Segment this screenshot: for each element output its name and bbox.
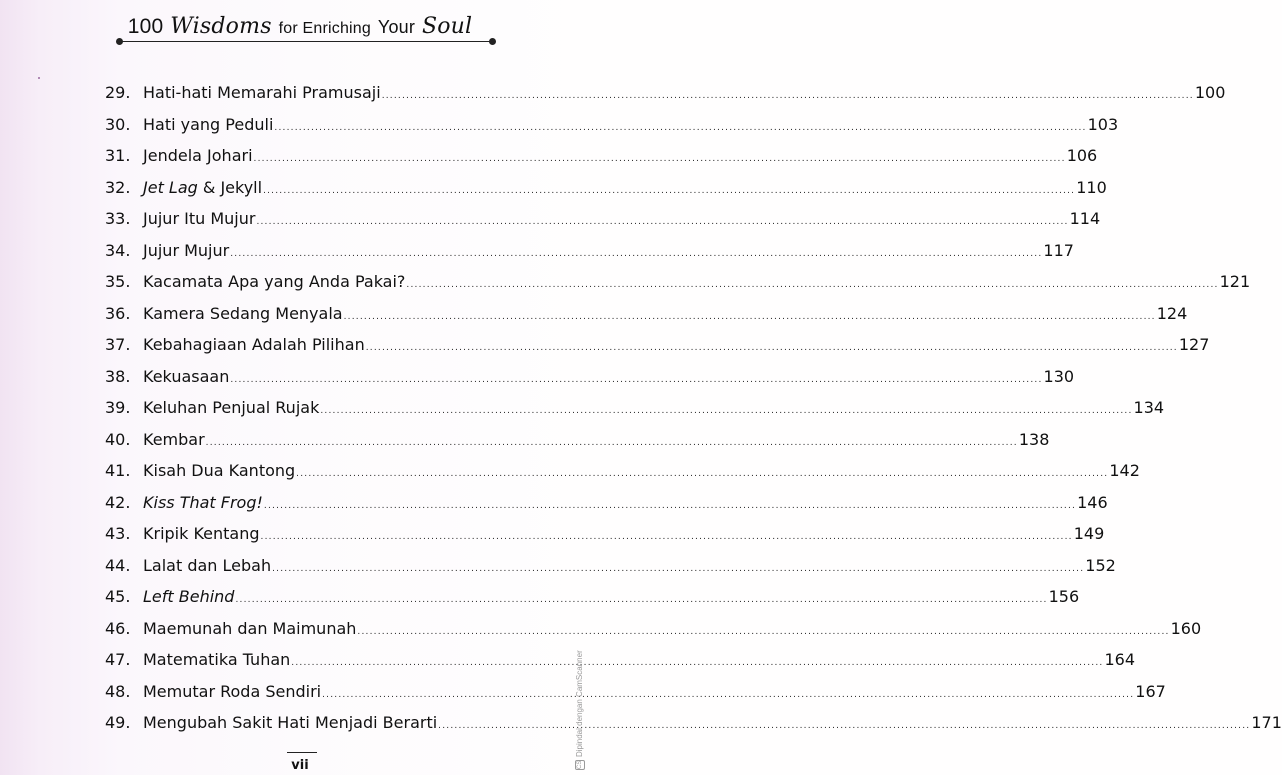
toc-entry-page: 114 bbox=[1069, 209, 1101, 228]
toc-entry-page: 171 bbox=[1251, 713, 1282, 732]
title-word-your: Your bbox=[377, 17, 416, 37]
toc-entry-title bbox=[143, 367, 229, 386]
toc-entry bbox=[105, 681, 1166, 714]
toc-entry-title-part: Jujur Mujur bbox=[143, 240, 230, 260]
toc-entry-title bbox=[143, 587, 234, 606]
dot-leader: ........................................................................................................................................................................................................ bbox=[235, 595, 1048, 605]
dot-leader: ........................................................................................................................................................................................................ bbox=[357, 626, 1170, 637]
toc-entry-title-part: Keluhan Penjual Rujak bbox=[143, 398, 320, 417]
dot-leader: ........................................................................................................................................................................................................ bbox=[320, 406, 1133, 416]
header-rule bbox=[120, 41, 493, 42]
toc-entry-title-part: Maemunah dan Maimunah bbox=[143, 618, 357, 638]
toc-entry-number: 48. bbox=[105, 681, 131, 701]
toc-entry bbox=[105, 272, 1251, 304]
toc-entry-title bbox=[143, 335, 365, 354]
toc-entry-page: 164 bbox=[1104, 650, 1135, 669]
dot-leader: ........................................................................................................................................................................................................ bbox=[343, 311, 1156, 322]
toc-entry-title-part: Mengubah Sakit Hati Menjadi Berarti bbox=[143, 713, 438, 732]
running-header bbox=[0, 0, 600, 60]
dot-leader: ........................................................................................................................................................................................................ bbox=[272, 563, 1085, 574]
toc-entry bbox=[105, 555, 1116, 588]
title-middle: for Enriching bbox=[278, 20, 371, 37]
dot-leader: ........................................................................................................................................................................................................ bbox=[256, 217, 1069, 227]
toc-entry-number: 36. bbox=[105, 303, 131, 323]
toc-entry-number: 34. bbox=[105, 240, 131, 260]
toc-entry bbox=[105, 713, 1282, 745]
toc-entry-title bbox=[143, 83, 381, 102]
toc-entry-number: 41. bbox=[105, 461, 131, 480]
toc-entry-page: 110 bbox=[1076, 177, 1107, 197]
toc-entry-page: 134 bbox=[1133, 398, 1165, 417]
toc-entry-number: 33. bbox=[105, 209, 131, 228]
toc-entry-title bbox=[143, 682, 321, 701]
dot-leader: ........................................................................................................................................................................................................ bbox=[205, 437, 1018, 448]
book-title bbox=[0, 14, 600, 39]
toc-entry-number: 32. bbox=[105, 177, 131, 197]
toc-entry-number: 49. bbox=[105, 713, 131, 732]
toc-entry bbox=[105, 429, 1050, 462]
title-number: 100 bbox=[127, 15, 164, 38]
toc-entry-title-part: Jujur Itu Mujur bbox=[143, 209, 256, 228]
toc-entry-title-part: Kacamata Apa yang Anda Pakai? bbox=[143, 272, 406, 291]
toc-entry bbox=[105, 461, 1140, 493]
dot-leader: ........................................................................................................................................................................................................ bbox=[230, 374, 1043, 385]
toc-entry-title-part: Memutar Roda Sendiri bbox=[143, 681, 322, 701]
toc-entry-number: 31. bbox=[105, 146, 131, 165]
toc-entry-title-part: Kamera Sedang Menyala bbox=[143, 303, 343, 323]
toc-entry bbox=[105, 146, 1098, 178]
toc-entry bbox=[105, 83, 1226, 115]
toc-entry-title bbox=[143, 304, 343, 323]
toc-entry-title-part: Hati-hati Memarahi Pramusaji bbox=[143, 83, 381, 102]
camscanner-watermark bbox=[575, 650, 585, 770]
toc-entry-number: 40. bbox=[105, 429, 131, 449]
toc-entry bbox=[105, 398, 1165, 430]
toc-entry-number: 44. bbox=[105, 555, 131, 575]
dot-leader: ........................................................................................................................................................................................................ bbox=[263, 500, 1077, 511]
dot-leader: ........................................................................................................................................................................................................ bbox=[291, 658, 1104, 668]
toc-entry-title bbox=[143, 178, 262, 197]
toc-entry bbox=[105, 524, 1105, 556]
dot-leader: ........................................................................................................................................................................................................ bbox=[296, 469, 1109, 479]
toc-entry-page: 149 bbox=[1073, 524, 1105, 543]
title-word-wisdoms: Wisdoms bbox=[170, 14, 272, 39]
toc-entry-number: 43. bbox=[105, 524, 131, 543]
toc-entry-title bbox=[143, 713, 437, 732]
scan-speck bbox=[38, 77, 40, 79]
toc-entry-page: 124 bbox=[1156, 303, 1188, 323]
camscanner-icon: CS bbox=[577, 760, 583, 769]
toc-entry bbox=[105, 492, 1108, 525]
toc-entry bbox=[105, 177, 1107, 210]
toc-entry-page: 127 bbox=[1178, 335, 1210, 354]
dot-leader: ........................................................................................................................................................................................................ bbox=[274, 122, 1087, 133]
toc-entry bbox=[105, 114, 1119, 147]
toc-entry-page: 152 bbox=[1085, 555, 1116, 575]
toc-entry-number: 38. bbox=[105, 366, 131, 386]
toc-entry-title-part: Kekuasaan bbox=[143, 366, 230, 386]
dot-leader: ........................................................................................................................................................................................................ bbox=[381, 91, 1194, 101]
page-number: vii bbox=[291, 758, 309, 773]
toc-entry-number: 35. bbox=[105, 272, 131, 291]
toc-entry-page: 121 bbox=[1219, 272, 1251, 291]
dot-leader: ........................................................................................................................................................................................................ bbox=[260, 532, 1073, 542]
toc-entry-number: 45. bbox=[105, 587, 131, 606]
toc-entry-title bbox=[143, 493, 263, 512]
rule-dot-left bbox=[116, 38, 123, 45]
toc-entry-title-part: Jendela Johari bbox=[143, 146, 253, 165]
toc-entry bbox=[105, 650, 1135, 682]
toc-entry-number: 39. bbox=[105, 398, 131, 417]
toc-entry-title bbox=[143, 115, 273, 134]
toc-entry bbox=[105, 335, 1210, 367]
toc-entry-page: 130 bbox=[1043, 366, 1075, 386]
toc-entry-title bbox=[143, 524, 260, 543]
toc-entry-title-part: Left Behind bbox=[143, 587, 235, 606]
toc-entry-title bbox=[143, 209, 255, 228]
toc-entry-page: 100 bbox=[1194, 83, 1226, 102]
toc-entry-number: 42. bbox=[105, 492, 131, 512]
toc-entry-title-part: Kripik Kentang bbox=[143, 524, 260, 543]
toc-entry-title-part: Matematika Tuhan bbox=[143, 650, 291, 669]
toc-entry-title bbox=[143, 461, 295, 480]
toc-entry-number: 29. bbox=[105, 83, 131, 102]
dot-leader: ........................................................................................................................................................................................................ bbox=[406, 280, 1219, 290]
toc-entry-page: 156 bbox=[1048, 587, 1080, 606]
toc-entry-title bbox=[143, 398, 319, 417]
toc-entry bbox=[105, 618, 1202, 651]
toc-entry-number: 30. bbox=[105, 114, 131, 134]
dot-leader: ........................................................................................................................................................................................................ bbox=[263, 185, 1076, 196]
dot-leader: ........................................................................................................................................................................................................ bbox=[322, 689, 1135, 700]
toc-entry-page: 146 bbox=[1077, 492, 1108, 512]
toc-entry bbox=[105, 587, 1080, 619]
toc-entry-title-part: Lalat dan Lebah bbox=[143, 555, 272, 575]
dot-leader: ........................................................................................................................................................................................................ bbox=[365, 343, 1178, 353]
dot-leader: ........................................................................................................................................................................................................ bbox=[253, 154, 1066, 164]
dot-leader: ........................................................................................................................................................................................................ bbox=[230, 248, 1043, 259]
toc-entry-page: 103 bbox=[1087, 114, 1119, 134]
toc-entry-page: 160 bbox=[1170, 618, 1202, 638]
toc-entry-title bbox=[143, 272, 405, 291]
toc-entry-title-part: Hati yang Peduli bbox=[143, 114, 274, 134]
toc-entry-page: 142 bbox=[1109, 461, 1140, 480]
toc-entry-title-part: Jet Lag bbox=[143, 177, 198, 197]
footer-rule bbox=[287, 752, 317, 753]
toc-entry-number: 37. bbox=[105, 335, 131, 354]
toc-entry-title-part: Kebahagiaan Adalah Pilihan bbox=[143, 335, 365, 354]
toc-entry bbox=[105, 366, 1075, 399]
toc-entry bbox=[105, 303, 1188, 336]
toc-entry-title bbox=[143, 556, 271, 575]
toc-entry-title bbox=[143, 430, 205, 449]
toc-entry-page: 117 bbox=[1043, 240, 1074, 260]
rule-dot-right bbox=[489, 38, 496, 45]
toc-entry-title-part: Kembar bbox=[143, 429, 205, 449]
toc-entry bbox=[105, 209, 1101, 241]
toc-entry-page: 138 bbox=[1018, 429, 1050, 449]
watermark-text: Dipindai dengan CamScanner bbox=[575, 650, 585, 757]
toc-entry-title bbox=[143, 619, 356, 638]
toc-entry-page: 167 bbox=[1135, 681, 1166, 701]
toc-entry-title-part: Kiss That Frog! bbox=[143, 492, 263, 512]
toc-entry-page: 106 bbox=[1066, 146, 1098, 165]
toc-entry-title bbox=[143, 650, 290, 669]
toc-entry-title bbox=[143, 146, 253, 165]
toc-entry-title-part: Kisah Dua Kantong bbox=[143, 461, 296, 480]
toc-entry-number: 47. bbox=[105, 650, 131, 669]
toc-entry-number: 46. bbox=[105, 618, 131, 638]
toc-entry bbox=[105, 240, 1074, 273]
title-word-soul: Soul bbox=[421, 14, 473, 39]
dot-leader: ........................................................................................................................................................................................................ bbox=[438, 721, 1251, 731]
toc-entry-title-part: & Jekyll bbox=[197, 177, 263, 197]
toc-entry-title bbox=[143, 241, 229, 260]
